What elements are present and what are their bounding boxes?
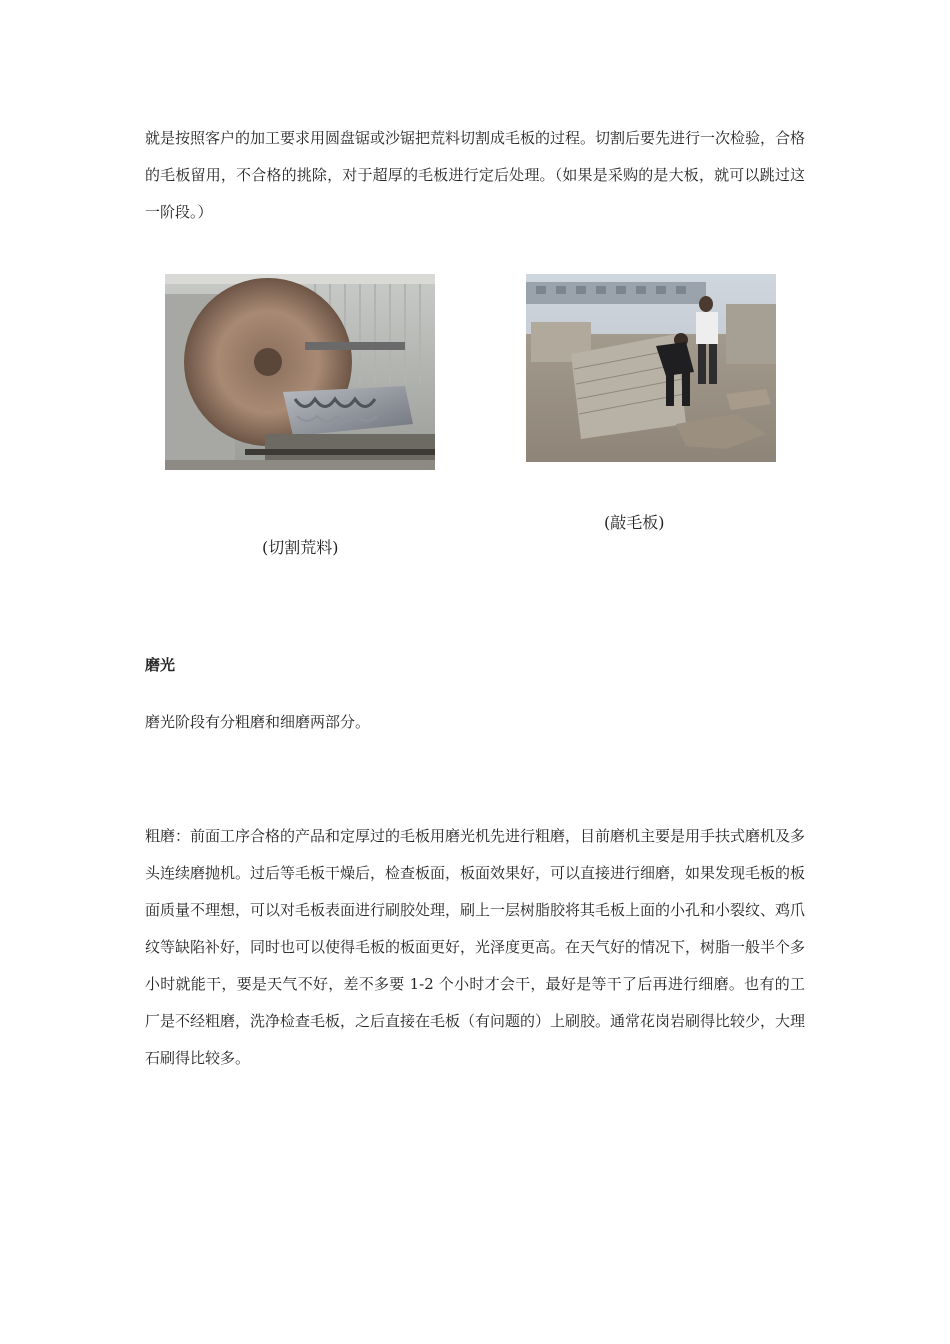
section-heading: 磨光: [145, 656, 176, 674]
polishing-intro-paragraph: 磨光阶段有分粗磨和细磨两部分。: [145, 713, 371, 731]
cutting-block-photo: [165, 274, 435, 470]
intro-paragraph: 就是按照客户的加工要求用圆盘锯或沙锯把荒料切割成毛板的过程。切割后要先进行一次检验，合格的毛板留用，不合格的挑除，对于超厚的毛板进行定后处理。（如果是采购的是大板，就可以跳过这一阶段。）: [145, 129, 806, 221]
knocking-slabs-caption: (敲毛板): [604, 513, 665, 532]
cutting-block-caption: (切割荒料): [262, 538, 339, 557]
rough-grinding-paragraph: 粗磨：前面工序合格的产品和定厚过的毛板用磨光机先进行粗磨，目前磨机主要是用手扶式磨机及多头连续磨抛机。过后等毛板干燥后，检查板面，板面效果好，可以直接进行细磨，如果发现毛板的板面质量不理想，可以对毛板表面进行刷胶处理，刷上一层树脂胶将其毛板上面的小孔和小裂纹、鸡爪纹等缺陷补好，同时也可以使得毛板的板面更好，光泽度更高。在天气好的情况下，树脂一般半个多小时就能干，要是天气不好，差不多要 1-2 个小时才会干，最好是等干了后再进行细磨。也有的工厂是不经粗磨，洗净检查毛板，之后直接在毛板（有问题的）上刷胶。通常花岗岩刷得比较少，大理石刷得比较多。: [145, 827, 806, 1067]
knocking-slabs-photo: [526, 274, 776, 462]
